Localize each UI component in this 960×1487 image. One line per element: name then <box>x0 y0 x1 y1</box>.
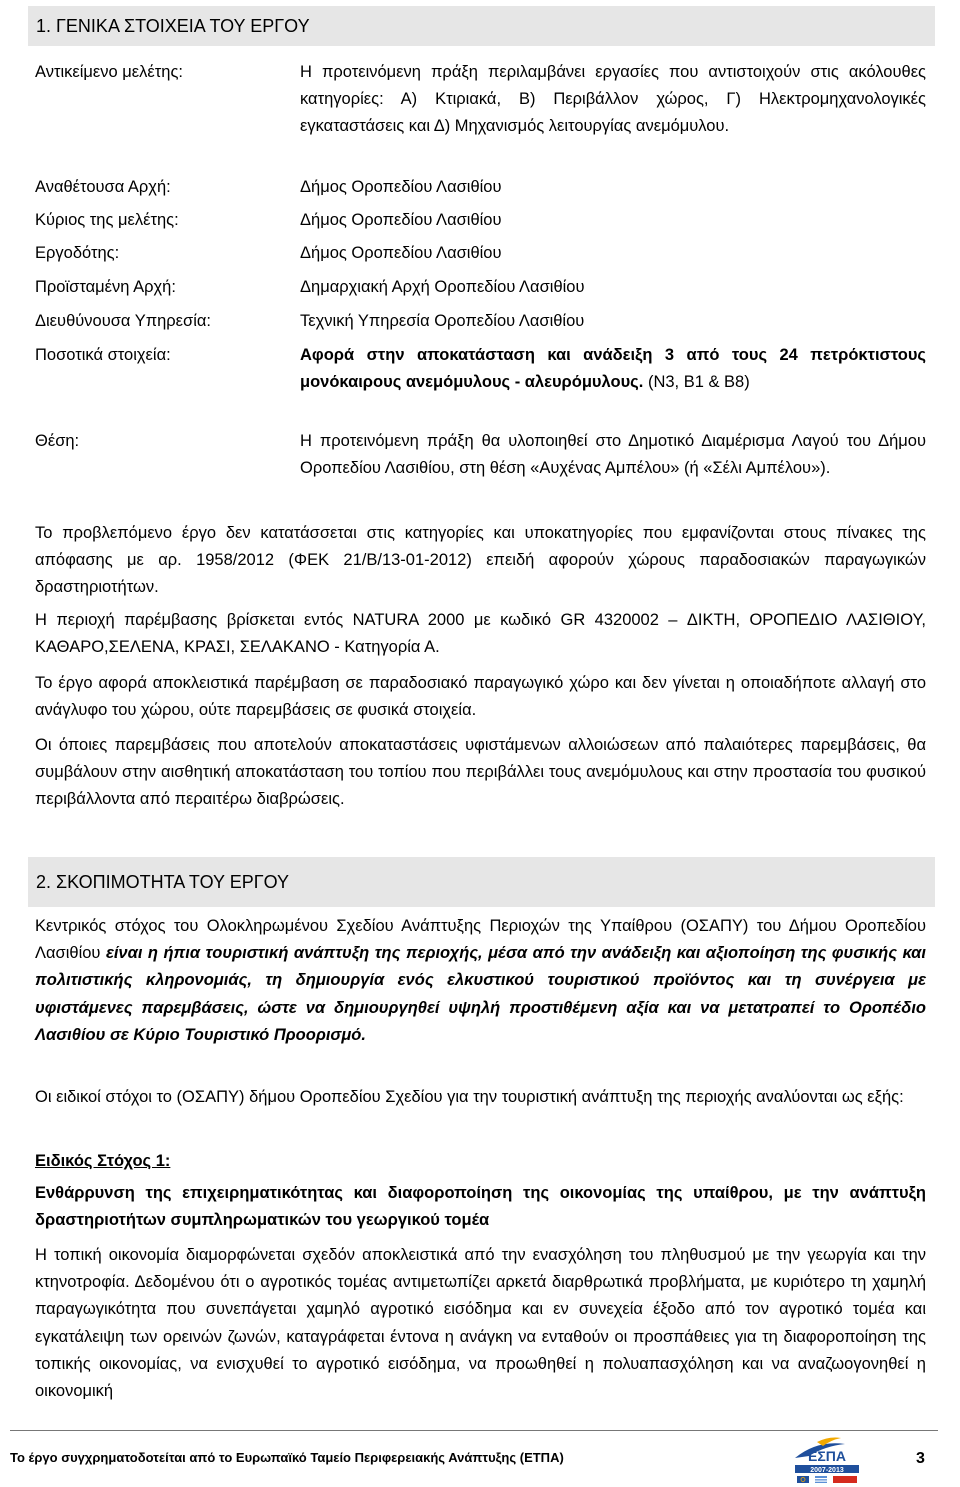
goal-title: Ενθάρρυνση της επιχειρηματικότητας και διαφοροποίηση της οικονομίας της υπαίθρου, με την ανάπτυξη δραστηριοτήτων συμπληρωματικών του γεωργικού τομέα <box>35 1184 926 1230</box>
field-label: Προϊσταμένη Αρχή: <box>35 278 176 296</box>
logo-ribbon <box>833 1476 857 1483</box>
paragraph-plain: Κεντρικός στόχος του Ολοκληρωμένου Σχεδίου Ανάπτυξης Περιοχών της Υπαίθρου (ΟΣΑΠΥ) του Δήμου Οροπεδίου Λασιθίου <box>35 917 926 963</box>
field-value: Τεχνική Υπηρεσία Οροπεδίου Λασιθίου <box>300 312 585 330</box>
paragraph: Το προβλεπόμενο έργο δεν κατατάσσεται στις κατηγορίες και υποκατηγορίες που εμφανίζονται στους πίνακες της απόφασης με αρ. 1958/2012 (ΦΕΚ 21/Β/13-01-2012) επειδή αφορούν χώρους παραδοσιακών παραγωγικών δραστηριοτήτων. <box>35 524 926 597</box>
paragraph: Η τοπική οικονομία διαμορφώνεται σχεδόν αποκλειστικά από την ενασχόληση του πληθυσμού με την γεωργία και την κτηνοτροφία. Δεδομένου ότι ο αγροτικός τομέας αντιμετωπίζει αρκετά διαρθρωτικά προβλήματα, με κυριότερο τη χαμηλή παραγωγικότητα που συνεπάγεται χαμηλό αγροτικό εισόδημα και εν συνεχεία έξοδο από τον αγροτικό τομέα και εγκατάλειψη των ορεινών ζωνών, καταγράφεται έντονα η ανάγκη να ενταθούν οι προσπάθειες για τη διαφοροποίηση της τοπικής οικονομίας, να ενισχυθεί το αγροτικό εισόδημα, να προωθηθεί η πολυαπασχόληση και να αναζωογονηθεί η οικονομική <box>35 1246 926 1401</box>
subheading <box>35 1148 926 1175</box>
paragraph: Το έργο αφορά αποκλειστικά παρέμβαση σε παραδοσιακό παραγωγικό χώρο και δεν γίνεται η οποιαδήποτε αλλαγή στο ανάγλυφο του χώρου, ούτε παρεμβάσεις σε φυσικά στοιχεία. <box>35 674 926 720</box>
paragraph: Η περιοχή παρέμβασης βρίσκεται εντός NATURA 2000 με κωδικό GR 4320002 – ΔΙΚΤΗ, ΟΡΟΠΕΔΙΟ ΛΑΣΙΘΙΟΥ, ΚΑΘΑΡΟ,ΣΕΛΕΝΑ, ΚΡΑΣΙ, ΣΕΛΑΚΑΝΟ - Κατηγορία Α. <box>35 611 926 657</box>
flag-greece <box>815 1476 827 1483</box>
page-number: 3 <box>916 1450 925 1467</box>
field-value: Δήμος Οροπεδίου Λασιθίου <box>300 178 502 196</box>
footer-divider <box>10 1430 938 1431</box>
field-value <box>300 342 926 396</box>
logo-years: 2007-2013 <box>810 1467 844 1474</box>
field-row-subject <box>35 59 926 167</box>
field-label: Αντικείμενο μελέτης: <box>35 63 183 81</box>
subheading-text: Ειδικός Στόχος 1: <box>35 1152 171 1170</box>
paragraph-emphasis: είναι η ήπια τουριστική ανάπτυξη της περιοχής, μέσα από την ανάδειξη και αξιοποίηση της φυσικής και πολιτιστικής κληρονομιάς, τη δημιουργία ενός ελκυστικού τουριστικού προϊόντος και τη συνέργεια με υφιστάμενες παρεμβάσεις, ώστε να δημιουργηθεί υψηλή προστιθέμενη αξία και να μετατραπεί το Οροπέδιο Λασιθίου σε Κύριο Τουριστικό Προορισμό. <box>35 944 926 1044</box>
field-label: Θέση: <box>35 432 80 450</box>
espa-logo <box>787 1434 867 1484</box>
field-label: Ποσοτικά στοιχεία: <box>35 346 171 364</box>
footer-text: Το έργο συγχρηματοδοτείται από το Ευρωπαϊκό Ταμείο Περιφερειακής Ανάπτυξης (ΕΤΠΑ) <box>10 1450 564 1465</box>
field-label: Κύριος της μελέτης: <box>35 211 179 229</box>
flag-greece-stripe <box>815 1478 827 1479</box>
flag-eu <box>797 1476 809 1483</box>
field-label: Εργοδότης: <box>35 244 120 262</box>
field-value: Η προτεινόμενη πράξη θα υλοποιηθεί στο Δημοτικό Διαμέρισμα Λαγού του Δήμου Οροπεδίου Λασιθίου, στη θέση «Αυχένας Αμπέλου» (ή «Σέλι Αμπέλου»). <box>300 432 926 478</box>
field-value-bold: Αφορά στην αποκατάσταση και ανάδειξη 3 από τους 24 πετρόκτιστους μονόκαιρους ανεμόμυλους - αλευρόμυλους. <box>300 346 926 392</box>
flag-greece-stripe <box>815 1481 827 1482</box>
logo-text: ΕΣΠΑ <box>808 1448 846 1464</box>
section-2-title: 2. ΣΚΟΠΙΜΟΤΗΤΑ ΤΟΥ ΕΡΓΟΥ <box>28 857 935 907</box>
paragraph-central-goal <box>35 913 926 1049</box>
field-value: Δημαρχιακή Αρχή Οροπεδίου Λασιθίου <box>300 278 585 296</box>
field-value: Δήμος Οροπεδίου Λασιθίου <box>300 211 502 229</box>
section-1-title: 1. ΓΕΝΙΚΑ ΣΤΟΙΧΕΙΑ ΤΟΥ ΕΡΓΟΥ <box>28 6 935 46</box>
paragraph: Οι όποιες παρεμβάσεις που αποτελούν αποκαταστάσεις υφιστάμενων αλλοιώσεων από παλαιότερες παρεμβάσεις, θα συμβάλουν στην αισθητική αποκατάσταση του τοπίου που περιβάλλει τους ανεμόμυλους και στην προστασία του φυσικού περιβάλλοντα από περαιτέρω διαβρώσεις. <box>35 736 926 809</box>
field-label: Αναθέτουσα Αρχή: <box>35 178 171 196</box>
espa-logo-icon <box>787 1434 867 1484</box>
field-value-tail: (Ν3, Β1 & Β8) <box>643 373 750 392</box>
field-value: Δήμος Οροπεδίου Λασιθίου <box>300 244 502 262</box>
field-value: Η προτεινόμενη πράξη περιλαμβάνει εργασίες που αντιστοιχούν στις ακόλουθες κατηγορίες: Α) Κτιριακά, Β) Περιβάλλον χώρος, Γ) Ηλεκτρομηχανολογικές εγκαταστάσεις και Δ) Μηχανισμός λειτουργίας ανεμόμυλου. <box>300 63 926 136</box>
paragraph: Οι ειδικοί στόχοι το (ΟΣΑΠΥ) δήμου Οροπεδίου Σχεδίου για την τουριστική ανάπτυξη της περιοχής αναλύονται ως εξής: <box>35 1088 904 1106</box>
field-label: Διευθύνουσα Υπηρεσία: <box>35 312 212 330</box>
